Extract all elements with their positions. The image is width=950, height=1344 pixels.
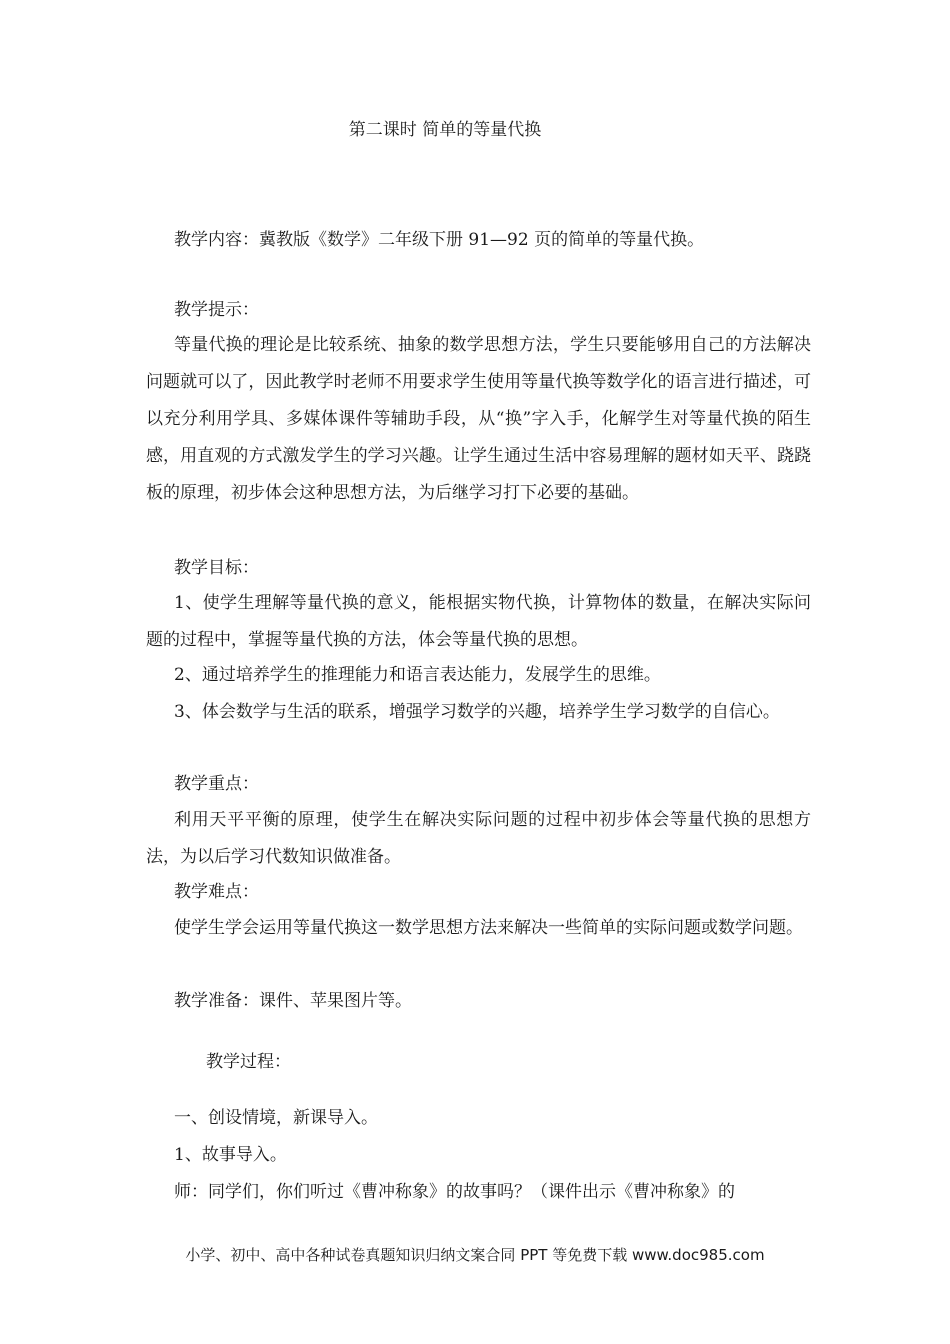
document-title: 第二课时 简单的等量代换 bbox=[348, 120, 542, 140]
preparation-line: 教学准备：课件、苹果图片等。 bbox=[174, 991, 412, 1011]
difficulty-heading: 教学难点： bbox=[174, 882, 259, 902]
teaching-content: 教学内容：冀教版《数学》二年级下册 91—92 页的简单的等量代换。 bbox=[174, 230, 705, 250]
key-points-paragraph: 利用天平平衡的原理，使学生在解决实际问题的过程中初步体会等量代换的思想方法，为以后学习代数知识做准备。 bbox=[146, 810, 811, 867]
section-heading: 一、创设情境，新课导入。 bbox=[174, 1108, 378, 1128]
goals-heading: 教学目标： bbox=[174, 558, 259, 578]
step-heading: 1、故事导入。 bbox=[174, 1145, 287, 1165]
goal-item: 2、通过培养学生的推理能力和语言表达能力，发展学生的思维。 bbox=[174, 665, 661, 685]
difficulty-paragraph: 使学生学会运用等量代换这一数学思想方法来解决一些简单的实际问题或数学问题。 bbox=[174, 918, 803, 938]
hint-heading: 教学提示： bbox=[174, 300, 259, 320]
teacher-line: 师：同学们，你们听过《曹冲称象》的故事吗？（课件出示《曹冲称象》的 bbox=[174, 1182, 735, 1202]
hint-paragraph: 等量代换的理论是比较系统、抽象的数学思想方法，学生只要能够用自己的方法解决问题就可以了，因此教学时老师不用要求学生使用等量代换等数学化的语言进行描述，可以充分利用学具、多媒体课件等辅助手段，从“换”字入手，化解学生对等量代换的陌生感，用直观的方式激发学生的学习兴趣。让学生通过生活中容易理解的题材如天平、跷跷板的原理，初步体会这种思想方法，为后继学习打下必要的基础。 bbox=[146, 335, 811, 503]
page-footer: 小学、初中、高中各种试卷真题知识归纳文案合同 PPT 等免费下载 www.doc985.com bbox=[185, 1246, 765, 1264]
goal-item: 1、使学生理解等量代换的意义，能根据实物代换，计算物体的数量，在解决实际问题的过程中，掌握等量代换的方法，体会等量代换的思想。 bbox=[146, 593, 811, 650]
process-heading: 教学过程： bbox=[206, 1052, 291, 1072]
goal-item: 3、体会数学与生活的联系，增强学习数学的兴趣，培养学生学习数学的自信心。 bbox=[174, 702, 780, 722]
key-points-heading: 教学重点： bbox=[174, 774, 259, 794]
